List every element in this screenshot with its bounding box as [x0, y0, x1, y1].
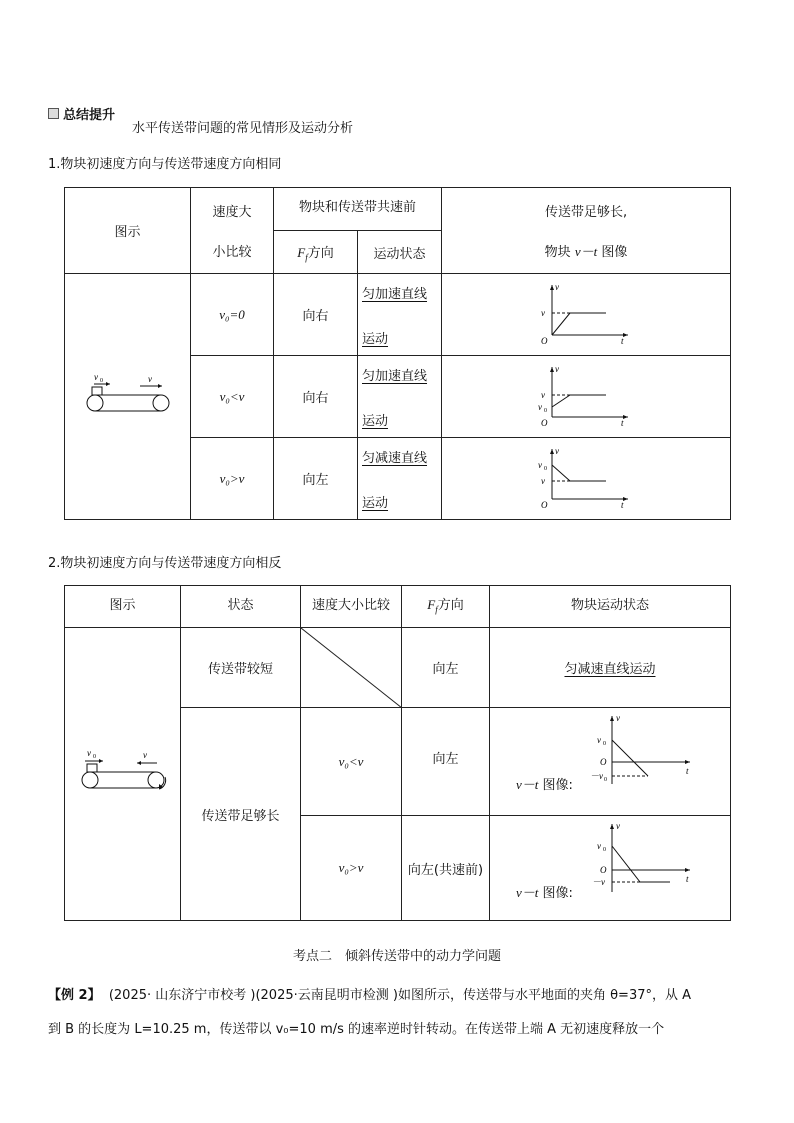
header-ff-dir: $F_f$方向: [274, 231, 358, 274]
header-compare: 速度大 小比较: [191, 188, 274, 274]
example-line2: 到 B 的长度为 L=10.25 m，传送带以 v₀=10 m/s 的速率逆时针转动。在传送带上端 A 无初速度释放一个: [48, 1022, 665, 1037]
svg-text:v: v: [597, 735, 601, 745]
v0-label: v: [93, 371, 98, 382]
svg-text:－v: －v: [592, 877, 605, 887]
svg-text:0: 0: [92, 754, 96, 760]
row1-state: 匀加速直线 运动: [358, 274, 442, 356]
summary-badge: 总结提升: [48, 104, 115, 123]
vt-graph-reverse-short: [590, 712, 700, 787]
svg-text:v: v: [142, 750, 147, 760]
svg-text:O: O: [600, 757, 607, 767]
row2-1-motion: 匀减速直线运动: [490, 628, 731, 708]
svg-text:t: t: [621, 499, 624, 509]
svg-text:0: 0: [544, 407, 548, 414]
svg-text:v: v: [597, 841, 601, 851]
svg-text:0: 0: [603, 741, 606, 747]
row3-dir: 向左: [274, 438, 358, 520]
svg-text:v: v: [147, 373, 152, 384]
row3-vt-graph: [442, 438, 731, 520]
row1-compare: v₀=0: [191, 274, 274, 356]
row2-dir: 向右: [274, 356, 358, 438]
example-label: 【例 2】: [48, 988, 101, 1003]
summary-title: 水平传送带问题的常见情形及运动分析: [132, 121, 354, 136]
row2-1-dir: 向左: [402, 628, 490, 708]
svg-text:v: v: [541, 307, 546, 318]
header2-ff-dir: $F_f$方向: [402, 586, 490, 628]
header2-motion: 物块运动状态: [490, 586, 731, 628]
diagonal-slash: [301, 628, 402, 708]
row2-2-dir: 向左: [402, 708, 490, 816]
vt-graph-accelerate-from-zero: [536, 281, 636, 345]
row2-compare: v₀<v: [191, 356, 274, 438]
example-line1: 【例 2】 (2025· 山东济宁市校考 )(2025·云南昆明市检测 )如图所示，传送带与水平地面的夹角 θ=37°，从 A: [48, 988, 692, 1003]
svg-text:0: 0: [604, 777, 607, 783]
svg-text:O: O: [600, 865, 607, 875]
svg-text:v: v: [541, 389, 546, 400]
svg-text:t: t: [621, 417, 624, 427]
section1-heading: 1.物块初速度方向与传送带速度方向相同: [48, 157, 282, 172]
row3-compare: v₀>v: [191, 438, 274, 520]
row2-3-compare: v₀>v: [301, 816, 402, 921]
svg-text:v: v: [86, 748, 91, 758]
svg-text:t: t: [686, 766, 689, 776]
svg-text:－v: －v: [590, 771, 603, 781]
table-opposite-direction: [64, 585, 731, 921]
row1-dir: 向右: [274, 274, 358, 356]
belt-diagram-opposite: [65, 628, 181, 921]
row2-3-dir: 向左(共速前): [402, 816, 490, 921]
svg-text:0: 0: [603, 847, 606, 853]
belt-diagram-same: [65, 274, 191, 520]
vt-graph-accelerate: [536, 363, 636, 427]
conveyor-belt-reverse-icon: [73, 747, 173, 797]
row2-2-state: 传送带足够长: [181, 708, 301, 921]
row2-state: 匀加速直线 运动: [358, 356, 442, 438]
row2-2-compare: v₀<v: [301, 708, 402, 816]
row3-state: 匀减速直线 运动: [358, 438, 442, 520]
svg-text:v: v: [616, 821, 620, 831]
svg-text:t: t: [686, 874, 689, 884]
svg-text:v: v: [541, 475, 546, 486]
row2-vt-graph: [442, 356, 731, 438]
vt-graph-reverse-long: [590, 820, 700, 895]
vt-graph-decelerate: [536, 445, 636, 509]
svg-text:O: O: [541, 499, 548, 509]
svg-text:0: 0: [544, 465, 548, 472]
row1-vt-graph: [442, 274, 731, 356]
header-motion-state: 运动状态: [358, 231, 442, 274]
svg-text:0: 0: [99, 377, 103, 384]
header2-compare: 速度大小比较: [301, 586, 402, 628]
svg-text:v: v: [555, 445, 560, 456]
row2-3-motion: v v 0 O －v t v－t 图像:: [490, 816, 731, 921]
table-same-direction: [64, 187, 731, 520]
row2-1-state: 传送带较短: [181, 628, 301, 708]
header-before-common: 物块和传送带共速前: [274, 188, 442, 231]
svg-text:v: v: [538, 401, 543, 412]
svg-text:v: v: [555, 281, 560, 292]
header2-diagram: 图示: [65, 586, 181, 628]
header2-state: 状态: [181, 586, 301, 628]
svg-text:v: v: [616, 713, 620, 723]
svg-text:v: v: [555, 363, 560, 374]
svg-text:O: O: [541, 417, 548, 427]
svg-text:v: v: [538, 459, 543, 470]
svg-text:O: O: [541, 335, 548, 345]
section3-title: 考点二 倾斜传送带中的动力学问题: [292, 949, 501, 964]
header-diagram: 图示: [65, 188, 191, 274]
header-vt-graph: 传送带足够长, 物块 v－t 图像: [442, 188, 731, 274]
svg-text:t: t: [621, 335, 624, 345]
square-icon: [48, 108, 59, 119]
conveyor-belt-icon: [78, 370, 178, 420]
row2-2-motion: v v 0 O －v 0 t v－t 图像:: [490, 708, 731, 816]
section2-heading: 2.物块初速度方向与传送带速度方向相反: [48, 556, 282, 571]
row2-1-compare: [301, 628, 402, 708]
